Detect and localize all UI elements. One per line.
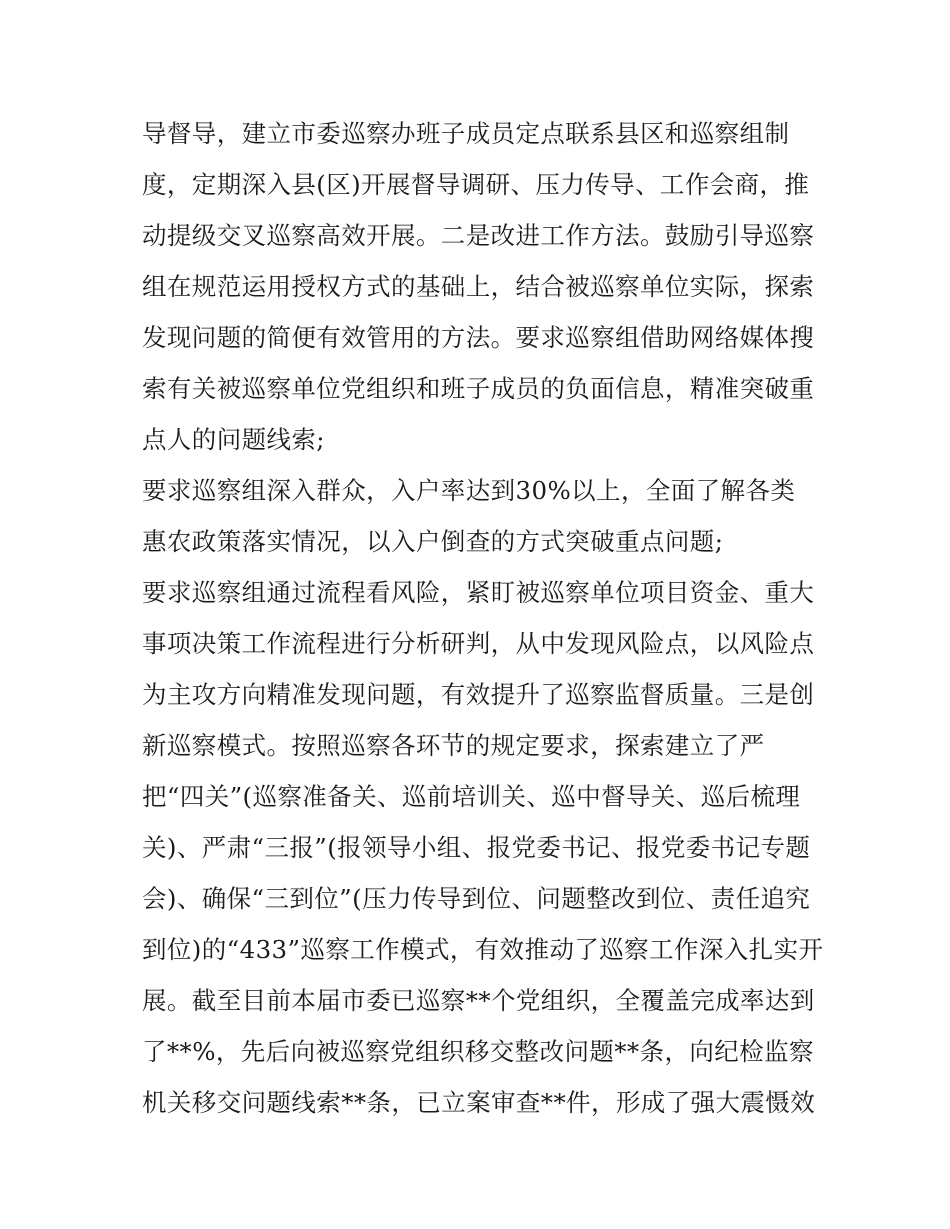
text-line: 会)、确保“三到位”(压力传导到位、问题整改到位、责任追究 xyxy=(142,884,811,913)
text-line: 新巡察模式。按照巡察各环节的规定要求，探索建立了严 xyxy=(142,731,765,760)
text-line: 机关移交问题线索**条，已立案审查**件，形成了强大震慑效 xyxy=(142,1088,816,1117)
text-line: 关)、严肃“三报”(报领导小组、报党委书记、报党委书记专题 xyxy=(142,833,811,862)
text-line: 索有关被巡察单位党组织和班子成员的负面信息，精准突破重 xyxy=(142,374,815,403)
text-line: 度，定期深入县(区)开展督导调研、压力传导、工作会商，推 xyxy=(142,170,810,199)
text-line: 发现问题的简便有效管用的方法。要求巡察组借助网络媒体搜 xyxy=(142,323,815,352)
text-line: 要求巡察组深入群众，入户率达到30%以上，全面了解各类 xyxy=(142,476,796,505)
text-line: 把“四关”(巡察准备关、巡前培训关、巡中督导关、巡后梳理 xyxy=(142,782,801,811)
text-line: 要求巡察组通过流程看风险，紧盯被巡察单位项目资金、重大 xyxy=(142,578,815,607)
text-line: 惠农政策落实情况，以入户倒查的方式突破重点问题; xyxy=(142,527,724,556)
text-line: 了**%，先后向被巡察党组织移交整改问题**条，向纪检监察 xyxy=(142,1037,814,1066)
text-line: 展。截至目前本届市委已巡察**个党组织，全覆盖完成率达到 xyxy=(142,986,815,1015)
text-line: 导督导，建立市委巡察办班子成员定点联系县区和巡察组制 xyxy=(142,119,790,148)
text-line: 点人的问题线索; xyxy=(142,425,325,454)
text-line: 到位)的“433”巡察工作模式，有效推动了巡察工作深入扎实开 xyxy=(142,935,824,964)
text-line: 事项决策工作流程进行分析研判，从中发现风险点，以风险点 xyxy=(142,629,815,658)
text-line: 动提级交叉巡察高效开展。二是改进工作方法。鼓励引导巡察 xyxy=(142,221,815,250)
text-line: 为主攻方向精准发现问题，有效提升了巡察监督质量。三是创 xyxy=(142,680,815,709)
body-text xyxy=(142,108,822,1128)
text-line: 组在规范运用授权方式的基础上，结合被巡察单位实际，探索 xyxy=(142,272,815,301)
